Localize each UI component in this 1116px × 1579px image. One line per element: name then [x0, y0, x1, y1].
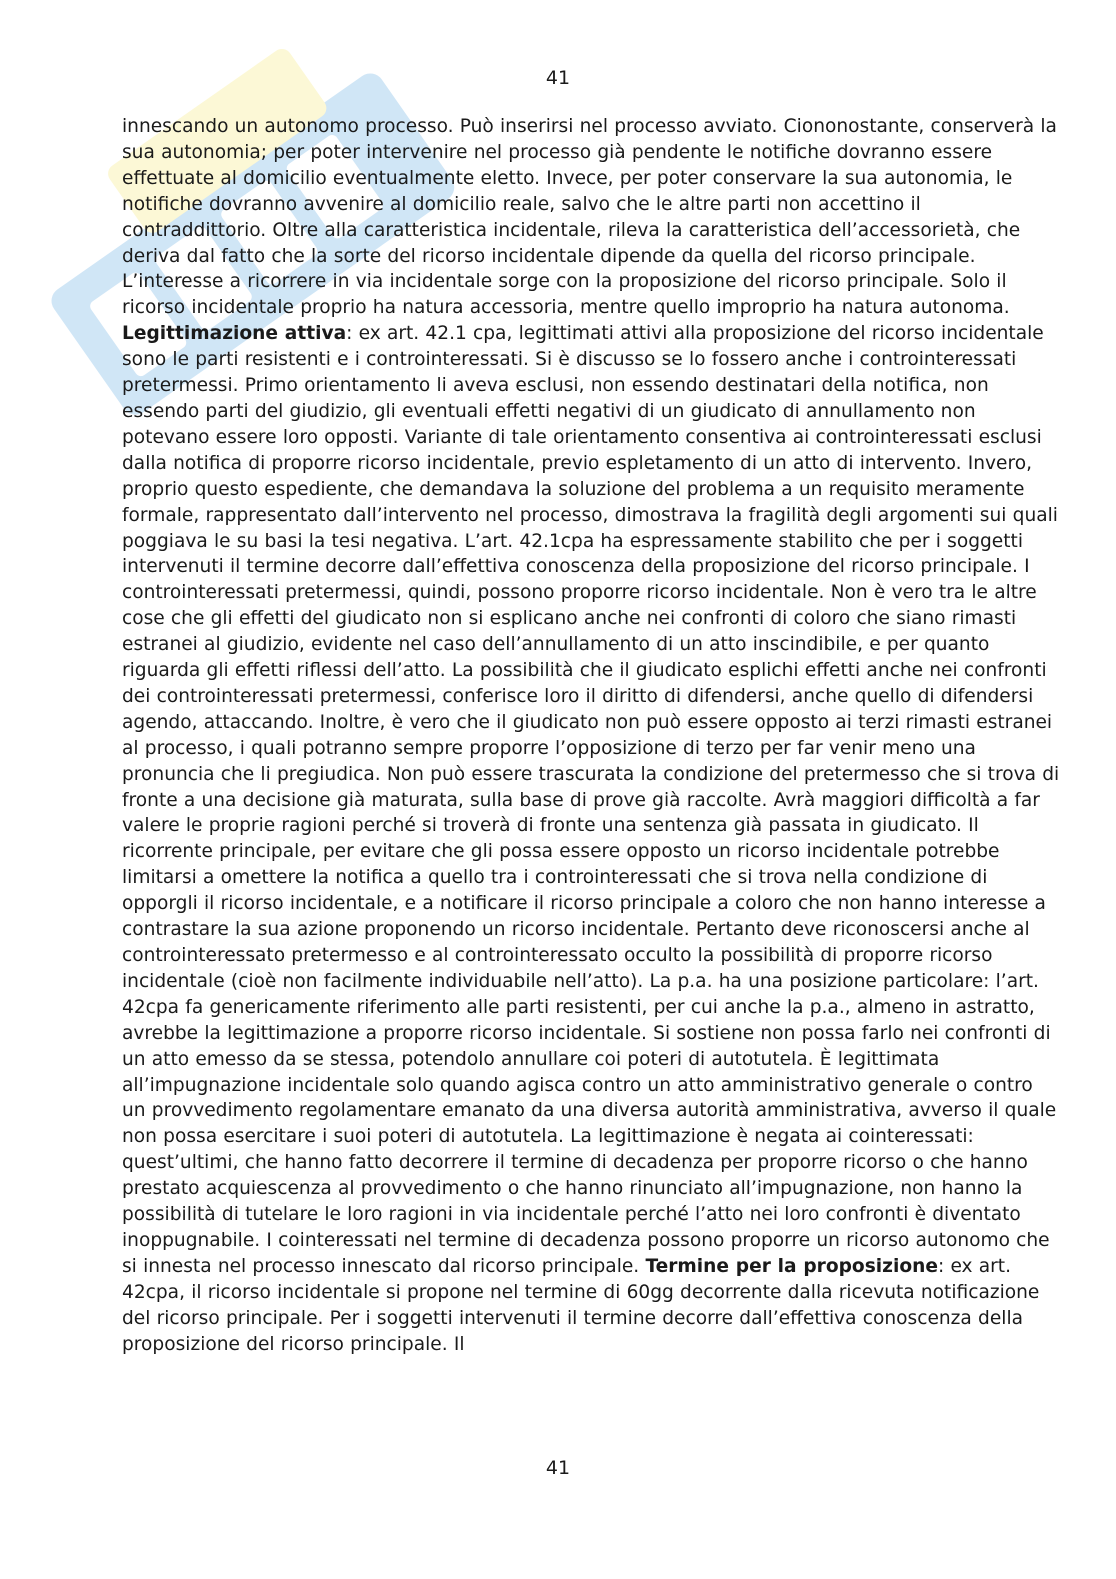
page-number-top: 41 — [545, 67, 571, 89]
heading-termine-proposizione: Termine per la proposizione — [645, 1255, 938, 1277]
text-segment: : ex art. 42cpa, il ricorso incidentale si propone nel termine di 60gg decorrente dalla ricevuta notificazione del ricorso principale. Per i soggetti intervenuti il termine decorre dall’effettiva conoscenza della proposizione del ricorso principale. Il — [122, 1255, 1040, 1355]
body-paragraph — [122, 114, 1062, 1358]
text-segment: : ex art. 42.1 cpa, legittimati attivi alla proposizione del ricorso incidentale sono le parti resistenti e i controinteressati. Si è discusso se lo fossero anche i controinteressati pretermessi. Primo orientamento li aveva esclusi, non essendo destinatari della notifica, non essendo parti del giudizio, gli eventuali effetti negativi di un giudicato di annullamento non potevano essere loro opposti. Variante di tale orientamento consentiva ai controinteressati esclusi dalla notifica di proporre ricorso incidentale, previo espletamento di un atto di intervento. Invero, proprio questo espediente, che demandava la soluzione del problema a un requisito meramente formale, rappresentato dall’intervento nel processo, dimostrava la fragilità degli argomenti sui quali poggiava le su basi la tesi negativa. L’art. 42.1cpa ha espressamente stabilito che per i soggetti intervenuti il termine decorre dall’effettiva conoscenza della proposizione del ricorso principale. I controinteressati pretermessi, quindi, possono proporre ricorso incidentale. Non è vero tra le altre cose che gli effetti del giudicato non si esplicano anche nei confronti di coloro che siano rimasti estranei al giudizio, evidente nel caso dell’annullamento di un atto inscindibile, e per quanto riguarda gli effetti riflessi dell’atto. La possibilità che il giudicato esplichi effetti anche nei confronti dei controinteressati pretermessi, conferisce loro il diritto di difendersi, anche quello di difendersi agendo, attaccando. Inoltre, è vero che il giudicato non può essere opposto ai terzi rimasti estranei al processo, i quali potranno sempre proporre l’opposizione di terzo per far venir meno una pronuncia che li pregiudica. Non può essere trascurata la condizione del pretermesso che si trova di fronte a una decisione già maturata, sulla base di prove già raccolte. Avrà maggiori difficoltà a far valere le proprie ragioni perché si troverà di fronte una sentenza già passata in giudicato. Il ricorrente principale, per evitare che gli possa essere opposto un ricorso incidentale potrebbe limitarsi a omettere la notifica a quello tra i controinteressati che si trova nella condizione di opporgli il ricorso incidentale, e a notificare il ricorso principale a coloro che non hanno interesse a contrastare la sua azione proponendo un ricorso incidentale. Pertanto deve riconoscersi anche al controinteressato pretermesso e al controinteressato occulto la possibilità di proporre ricorso incidentale (cioè non facilmente individuabile nell’atto). La p.a. ha una posizione particolare: l’art. 42cpa fa genericamente riferimento alle parti resistenti, per cui anche la p.a., almeno in astratto, avrebbe la legittimazione a proporre ricorso incidentale. Si sostiene non possa farlo nei confronti di un atto emesso da se stessa, potendolo annullare coi poteri di autotutela. È legittimata all’impugnazione incidentale solo quando agisca contro un atto amministrativo generale o contro un provvedimento regolamentare emanato da una diversa autorità amministrativa, avverso il quale non possa esercitare i suoi poteri di autotutela. La legittimazione è negata ai cointeressati: quest’ultimi, che hanno fatto decorrere il termine di decadenza per proporre ricorso o che hanno prestato acquiescenza al provvedimento o che hanno rinunciato all’impugnazione, non hanno la possibilità di tutelare le loro ragioni in via incidentale perché l’atto nei loro confronti è diventato inoppugnabile. I cointeressati nel termine di decadenza possono proporre un ricorso autonomo che si innesta nel processo innescato dal ricorso principale. — [122, 323, 1060, 1277]
page-number-bottom: 41 — [545, 1457, 571, 1479]
heading-legittimazione-attiva: Legittimazione attiva — [122, 323, 347, 345]
text-segment: innescando un autonomo processo. Può inserirsi nel processo avviato. Ciononostante, conserverà la sua autonomia; per poter intervenire nel processo già pendente le notifiche dovranno essere effettuate al domicilio eventualmente eletto. Invece, per poter conservare la sua autonomia, le notifiche dovranno avvenire al domicilio reale, salvo che le altre parti non accettino il contraddittorio. Oltre alla caratteristica incidentale, rileva la caratteristica dell’accessorietà, che deriva dal fatto che la sorte del ricorso incidentale dipende da quella del ricorso principale. L’interesse a ricorrere in via incidentale sorge con la proposizione del ricorso principale. Solo il ricorso incidentale proprio ha natura accessoria, mentre quello improprio ha natura autonoma. — [122, 116, 1057, 319]
